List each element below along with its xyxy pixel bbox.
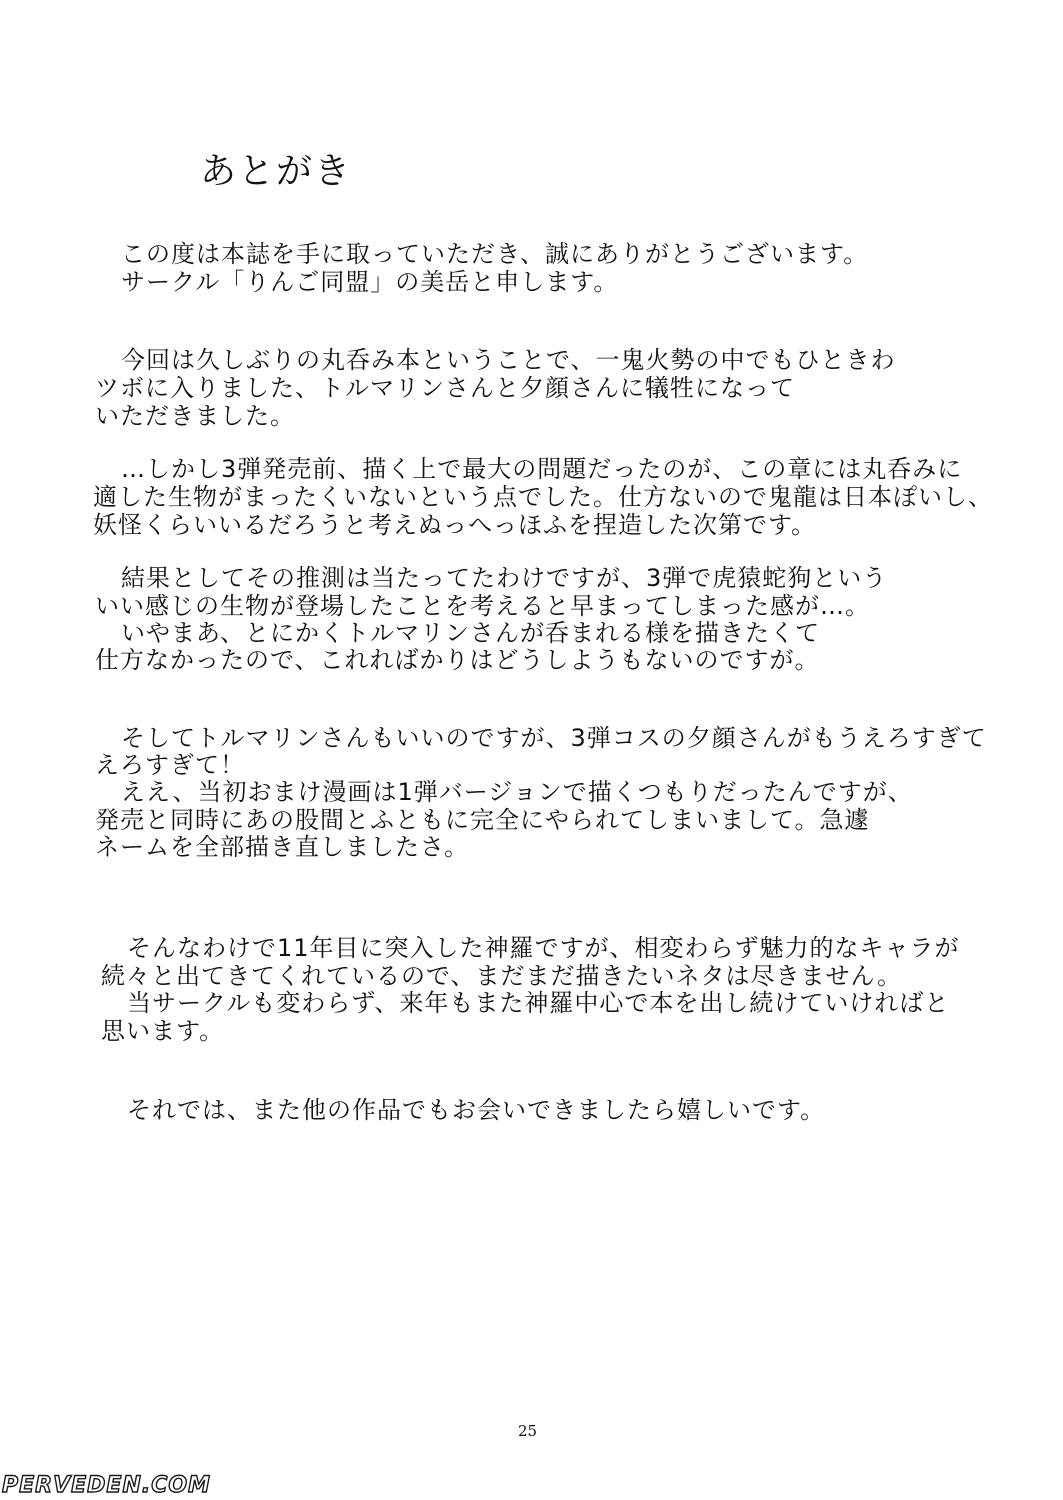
text-line: そしてトルマリンさんもいいのですが、3弾コスの夕顔さんがもうえろすぎて [121, 724, 987, 752]
text-line: そんなわけで11年目に突入した神羅ですが、相変わらず魅力的なキャラが [127, 934, 960, 962]
text-line: ツボに入りました、トルマリンさんと夕顔さんに犠牲になって [95, 374, 795, 402]
text-line: 続々と出てきてくれているので、まだまだ描きたいネタは尽きません。 [101, 962, 902, 990]
text-line: 発売と同時にあの股間とふともに完全にやられてしまいまして。急遽 [95, 806, 870, 834]
text-line: それでは、また他の作品でもお会いできましたら嬉しいです。 [127, 1096, 826, 1124]
page-number: 25 [518, 1422, 538, 1440]
text-line: ネームを全部描き直しましたさ。 [95, 833, 470, 861]
text-line: この度は本誌を手に取っていただき、誠にありがとうございます。 [121, 240, 869, 268]
text-line: サークル「りんご同盟」の美岳と申します。 [121, 268, 619, 296]
text-line: 思います。 [101, 1017, 225, 1045]
text-line: ええ、当初おまけ漫画は1弾バージョンで描くつもりだったんですが、 [121, 778, 913, 806]
text-line: 妖怪くらいいるだろうと考えぬっへっほふを捏造した次第です。 [93, 511, 817, 539]
text-line: 当サークルも変わらず、来年もまた神羅中心で本を出し続けていければと [127, 989, 950, 1017]
text-line: いい感じの生物が登場したことを考えると早まってしまった感が…。 [95, 592, 870, 620]
site-watermark: PERVEDEN.COM [2, 1473, 211, 1498]
text-line: いただきました。 [95, 402, 295, 430]
text-line: 適した生物がまったくいないという点でした。仕方ないので鬼龍は日本ぽいし、 [93, 483, 993, 511]
text-line: いやまあ、とにかくトルマリンさんが呑まれる様を描きたくて [121, 619, 821, 647]
text-line: 今回は久しぶりの丸呑み本ということで、一鬼火勢の中でもひときわ [121, 346, 896, 374]
text-line: 結果としてその推測は当たってたわけですが、3弾で虎猿蛇狗という [121, 564, 888, 592]
text-line: えろすぎて！ [95, 751, 245, 779]
afterword-title: あとがき [200, 151, 353, 192]
text-line: …しかし3弾発売前、描く上で最大の問題だったのが、この章には丸呑みに [121, 455, 963, 483]
text-line: 仕方なかったので、これればかりはどうしようもないのですが。 [95, 646, 820, 674]
